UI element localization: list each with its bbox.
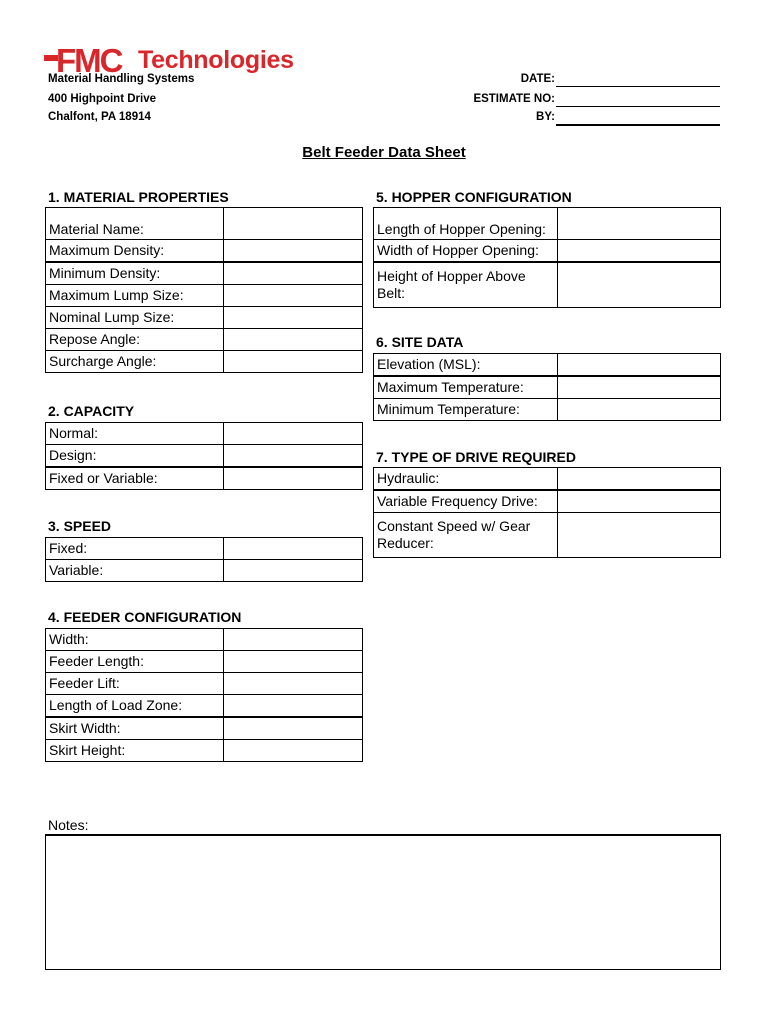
row-label: Height of Hopper Above Belt: xyxy=(374,262,558,308)
row-label: Maximum Lump Size: xyxy=(46,285,224,307)
by-label: BY: xyxy=(536,111,555,123)
row-label: Minimum Temperature: xyxy=(374,399,558,421)
table-row xyxy=(46,329,363,351)
address-line-3: Chalfont, PA 18914 xyxy=(48,111,151,123)
row-label: Surcharge Angle: xyxy=(46,351,224,373)
section-title-speed: 3. SPEED xyxy=(48,518,112,534)
skirt-height-input[interactable] xyxy=(224,740,363,762)
row-label: Variable Frequency Drive: xyxy=(374,490,558,513)
section-title-site: 6. SITE DATA xyxy=(376,334,464,350)
table-row xyxy=(374,240,721,263)
row-label: Length of Load Zone: xyxy=(46,695,224,718)
table-row xyxy=(46,285,363,307)
material-name-input[interactable] xyxy=(224,208,363,240)
notes-textarea[interactable] xyxy=(45,834,721,970)
row-label: Feeder Length: xyxy=(46,651,224,673)
table-row xyxy=(46,629,363,651)
variable-speed-input[interactable] xyxy=(224,560,363,582)
hopper-length-input[interactable] xyxy=(558,208,721,240)
minimum-density-input[interactable] xyxy=(224,262,363,285)
row-label: Material Name: xyxy=(46,208,224,240)
date-field[interactable] xyxy=(556,86,720,87)
surcharge-angle-input[interactable] xyxy=(224,351,363,373)
row-label: Hydraulic: xyxy=(374,468,558,491)
nominal-lump-size-input[interactable] xyxy=(224,307,363,329)
table-row xyxy=(46,740,363,762)
row-label: Variable: xyxy=(46,560,224,582)
section-title-feeder: 4. FEEDER CONFIGURATION xyxy=(48,609,242,625)
vfd-input[interactable] xyxy=(558,490,721,513)
logo-wordmark: Technologies xyxy=(138,46,294,74)
estimate-no-field[interactable] xyxy=(556,106,720,107)
table-row xyxy=(46,695,363,718)
table-row xyxy=(46,307,363,329)
date-label: DATE: xyxy=(520,73,555,85)
speed-table xyxy=(45,537,363,582)
table-row xyxy=(46,423,363,445)
fixed-speed-input[interactable] xyxy=(224,538,363,560)
row-label: Elevation (MSL): xyxy=(374,354,558,377)
feeder-lift-input[interactable] xyxy=(224,673,363,695)
fixed-or-variable-input[interactable] xyxy=(224,467,363,490)
design-capacity-input[interactable] xyxy=(224,445,363,468)
capacity-table xyxy=(45,422,363,490)
fmc-logo-mark xyxy=(44,44,136,74)
table-row xyxy=(46,560,363,582)
estimate-no-label: ESTIMATE NO: xyxy=(473,93,555,105)
row-label: Minimum Density: xyxy=(46,262,224,285)
row-label: Maximum Temperature: xyxy=(374,376,558,399)
hopper-height-input[interactable] xyxy=(558,262,721,308)
hopper-configuration-table xyxy=(373,207,721,308)
minimum-temperature-input[interactable] xyxy=(558,399,721,421)
table-row xyxy=(374,490,721,513)
table-row xyxy=(46,717,363,740)
address-line-1: Material Handling Systems xyxy=(48,73,195,85)
feeder-length-input[interactable] xyxy=(224,651,363,673)
hydraulic-input[interactable] xyxy=(558,468,721,491)
length-of-load-zone-input[interactable] xyxy=(224,695,363,718)
table-row xyxy=(46,240,363,263)
width-input[interactable] xyxy=(224,629,363,651)
row-label: Repose Angle: xyxy=(46,329,224,351)
table-row xyxy=(46,208,363,240)
table-row xyxy=(374,468,721,491)
table-row xyxy=(46,262,363,285)
table-row xyxy=(374,262,721,308)
table-row xyxy=(46,351,363,373)
row-label: Constant Speed w/ Gear Reducer: xyxy=(374,513,558,558)
repose-angle-input[interactable] xyxy=(224,329,363,351)
table-row xyxy=(374,354,721,377)
table-row xyxy=(46,445,363,468)
row-label: Skirt Width: xyxy=(46,717,224,740)
skirt-width-input[interactable] xyxy=(224,717,363,740)
site-data-table xyxy=(373,353,721,421)
maximum-density-input[interactable] xyxy=(224,240,363,263)
page-title: Belt Feeder Data Sheet xyxy=(302,144,466,161)
company-logo xyxy=(44,40,294,74)
table-row xyxy=(46,651,363,673)
hopper-width-input[interactable] xyxy=(558,240,721,263)
table-row xyxy=(374,399,721,421)
table-row xyxy=(46,467,363,490)
section-title-material: 1. MATERIAL PROPERTIES xyxy=(48,189,229,205)
maximum-temperature-input[interactable] xyxy=(558,376,721,399)
normal-capacity-input[interactable] xyxy=(224,423,363,445)
row-label: Normal: xyxy=(46,423,224,445)
notes-label: Notes: xyxy=(48,817,89,833)
feeder-configuration-table xyxy=(45,628,363,762)
table-row xyxy=(374,513,721,558)
section-title-drive: 7. TYPE OF DRIVE REQUIRED xyxy=(376,449,576,465)
maximum-lump-size-input[interactable] xyxy=(224,285,363,307)
address-line-2: 400 Highpoint Drive xyxy=(48,93,156,105)
table-row xyxy=(374,376,721,399)
constant-speed-input[interactable] xyxy=(558,513,721,558)
row-label: Skirt Height: xyxy=(46,740,224,762)
row-label: Fixed or Variable: xyxy=(46,467,224,490)
table-row xyxy=(46,673,363,695)
row-label: Design: xyxy=(46,445,224,468)
row-label: Nominal Lump Size: xyxy=(46,307,224,329)
table-row xyxy=(374,208,721,240)
svg-text:FMC: FMC xyxy=(56,44,122,74)
row-label: Feeder Lift: xyxy=(46,673,224,695)
row-label: Fixed: xyxy=(46,538,224,560)
row-label: Length of Hopper Opening: xyxy=(374,208,558,240)
row-label: Width: xyxy=(46,629,224,651)
section-title-hopper: 5. HOPPER CONFIGURATION xyxy=(376,189,572,205)
row-label: Maximum Density: xyxy=(46,240,224,263)
by-field[interactable] xyxy=(556,124,720,126)
drive-type-table xyxy=(373,467,721,558)
table-row xyxy=(46,538,363,560)
row-label: Width of Hopper Opening: xyxy=(374,240,558,263)
material-properties-table xyxy=(45,207,363,373)
elevation-input[interactable] xyxy=(558,354,721,377)
section-title-capacity: 2. CAPACITY xyxy=(48,403,135,419)
